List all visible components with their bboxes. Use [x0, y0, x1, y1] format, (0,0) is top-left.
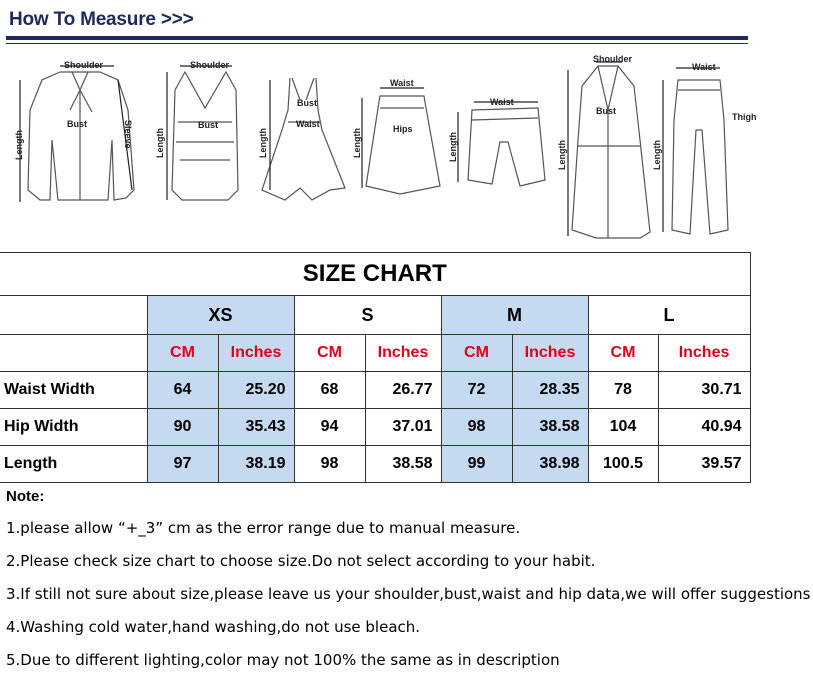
- dress-illustration: [262, 78, 345, 200]
- measurement-illustrations: [0, 50, 813, 245]
- coat-label-shoulder: Shoulder: [593, 54, 633, 64]
- size-header-blank: [0, 296, 147, 335]
- size-chart-title: SIZE CHART: [0, 253, 750, 296]
- table-cell: 25.20: [218, 372, 294, 409]
- table-cell: 35.43: [218, 409, 294, 446]
- table-cell: 38.58: [512, 409, 588, 446]
- row-label: Length: [0, 446, 147, 483]
- table-cell: 98: [294, 446, 365, 483]
- pants-illustration: [672, 80, 728, 234]
- pants-label-thigh: Thigh: [732, 112, 757, 122]
- table-row: [0, 372, 750, 409]
- dress-label-length: Length: [258, 128, 268, 158]
- table-row: [0, 409, 750, 446]
- table-cell: 38.58: [365, 446, 441, 483]
- table-cell: 37.01: [365, 409, 441, 446]
- row-label: Waist Width: [0, 372, 147, 409]
- table-cell: 28.35: [512, 372, 588, 409]
- garment-diagrams: [0, 50, 813, 245]
- table-cell: 100.5: [588, 446, 658, 483]
- notes-section: [6, 488, 813, 684]
- table-cell: 68: [294, 372, 365, 409]
- table-cell: 30.71: [658, 372, 750, 409]
- note-item: 5.Due to different lighting,color may not 100% the same as in description: [6, 651, 560, 669]
- unit-cm: CM: [294, 335, 365, 372]
- size-m: M: [441, 296, 588, 335]
- table-row: [0, 446, 750, 483]
- skirt-label-hips: Hips: [393, 124, 413, 134]
- dress-label-bust: Bust: [297, 98, 317, 108]
- pants-label-length: Length: [652, 140, 662, 170]
- table-cell: 40.94: [658, 409, 750, 446]
- header-rule-thin: [6, 43, 748, 44]
- shirt-label-bust: Bust: [67, 119, 87, 129]
- header-title: How To Measure >>>: [9, 9, 194, 30]
- how-to-measure-header: [0, 0, 813, 50]
- coat-label-length: Length: [557, 140, 567, 170]
- table-cell: 78: [588, 372, 658, 409]
- header-rule-thick: [6, 36, 748, 40]
- table-cell: 104: [588, 409, 658, 446]
- notes-title: Note:: [6, 488, 45, 505]
- size-chart-table: [0, 252, 751, 483]
- table-cell: 90: [147, 409, 218, 446]
- size-xs: XS: [147, 296, 294, 335]
- vest-label-bust: Bust: [198, 120, 218, 130]
- table-cell: 38.19: [218, 446, 294, 483]
- shirt-label-shoulder: Shoulder: [64, 60, 104, 70]
- shorts-illustration: [468, 108, 545, 186]
- vest-label-length: Length: [155, 128, 165, 158]
- skirt-illustration: [366, 96, 440, 194]
- unit-cm: CM: [441, 335, 512, 372]
- note-item: 2.Please check size chart to choose size.Do not select according to your habit.: [6, 552, 596, 570]
- coat-label-bust: Bust: [596, 106, 616, 116]
- table-cell: 64: [147, 372, 218, 409]
- unit-row-blank: [0, 335, 147, 372]
- unit-inches: Inches: [512, 335, 588, 372]
- shorts-label-length: Length: [448, 132, 458, 162]
- pants-label-waist: Waist: [692, 62, 716, 72]
- unit-inches: Inches: [218, 335, 294, 372]
- row-label: Hip Width: [0, 409, 147, 446]
- table-cell: 72: [441, 372, 512, 409]
- skirt-label-length: Length: [352, 128, 362, 158]
- shorts-label-waist: Waist: [490, 97, 514, 107]
- note-item: 3.If still not sure about size,please leave us your shoulder,bust,waist and hip data,we will offer suggestions: [6, 585, 811, 603]
- table-cell: 38.98: [512, 446, 588, 483]
- size-s: S: [294, 296, 441, 335]
- note-item: 1.please allow “+_3” cm as the error range due to manual measure.: [6, 519, 521, 537]
- coat-illustration: [572, 66, 650, 238]
- unit-inches: Inches: [658, 335, 750, 372]
- table-cell: 26.77: [365, 372, 441, 409]
- unit-inches: Inches: [365, 335, 441, 372]
- table-cell: 99: [441, 446, 512, 483]
- table-cell: 98: [441, 409, 512, 446]
- unit-cm: CM: [588, 335, 658, 372]
- shirt-label-length: Length: [14, 130, 24, 160]
- note-item: 4.Washing cold water,hand washing,do not use bleach.: [6, 618, 421, 636]
- table-cell: 97: [147, 446, 218, 483]
- blouse-illustration: [28, 72, 134, 200]
- shirt-label-sleeve: Sleeve: [123, 120, 133, 149]
- dress-label-waist: Waist: [296, 119, 320, 129]
- table-cell: 39.57: [658, 446, 750, 483]
- vest-illustration: [172, 72, 238, 200]
- unit-cm: CM: [147, 335, 218, 372]
- table-cell: 94: [294, 409, 365, 446]
- size-l: L: [588, 296, 750, 335]
- vest-label-shoulder: Shoulder: [190, 60, 230, 70]
- skirt-label-waist: Waist: [390, 78, 414, 88]
